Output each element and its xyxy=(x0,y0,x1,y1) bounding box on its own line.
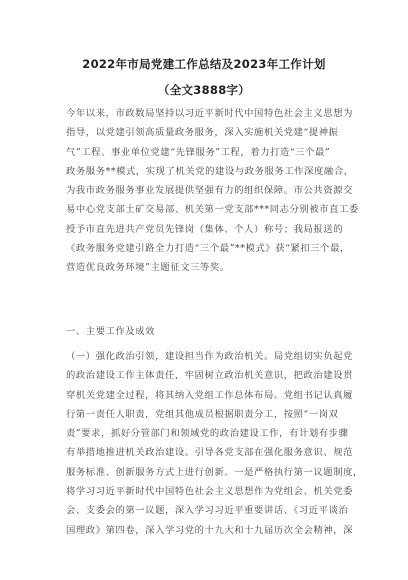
text-line: 有举措地推进机关政治建设。引导各党支部在强化服务意识、规范 xyxy=(66,447,354,459)
section-heading: 一、主要工作及成效 xyxy=(66,326,156,337)
text-line: 今年以来，市政数局坚持以习近平新时代中国特色社会主义思想为 xyxy=(66,108,354,119)
text-line: 营造优良政务环境”主题征文三等奖。 xyxy=(66,262,230,274)
intro-paragraph xyxy=(66,104,359,278)
text-line: 会、支委会的第一议题，深入学习习近平重要讲话、《习近平谈治 xyxy=(66,505,349,517)
text-line: 《政务服务党建引路全力打造“三个最”**模式》获“紧扣三个最， xyxy=(66,243,350,255)
text-line: 授予市直先进共产党员先锋岗（集体、个人）称号；我局报送的 xyxy=(66,223,344,235)
document-title: 2022年市局党建工作总结及2023年工作计划 xyxy=(82,57,326,71)
text-line: 将学习习近平新时代中国特色社会主义思想作为党组会、机关党委 xyxy=(66,486,354,498)
text-line: 的政治建设工作主体责任，牢固树立政治机关意识，把政治建设贯 xyxy=(66,370,354,382)
text-line: 易中心党支部土矿交易部、机关第一党支部***同志分别被市直工委 xyxy=(66,204,359,216)
text-line: 责”要求，抓好分管部门和领域党的政治建设工作，有计划有步骤 xyxy=(66,428,349,440)
text-line: 穿机关党建全过程，将其纳入党组工作总体布局。党组书记认真履 xyxy=(66,389,354,401)
text-line: 为我市政务服务事业发展提供坚强有力的组织保障。市公共资源交 xyxy=(66,185,354,197)
text-line: 行第一责任人职责，党组其他成员根据职责分工，按照“一岗双 xyxy=(66,408,339,420)
section-paragraph xyxy=(66,347,363,540)
text-line: 国理政》第四卷，深入学习党的十九大和十九届历次全会精神，深 xyxy=(66,524,354,536)
text-line: 服务标准、创新服务方式上进行创新。一是严格执行第一议题制度， xyxy=(66,466,363,478)
document-subtitle: （全文3888字） xyxy=(157,83,251,97)
text-line: 指导，以党建引领高质量政务服务，深入实施机关党建“提神振 xyxy=(66,127,339,139)
text-line: 政务服务**模式，实现了机关党的建设与政务服务工作深度融合， xyxy=(66,165,354,177)
text-line: （一）强化政治引领，建设担当作为政治机关。局党组切实负起党 xyxy=(66,351,354,362)
text-line: 气”工程、事业单位党建“先锋服务”工程，着力打造“三个最” xyxy=(66,146,331,158)
